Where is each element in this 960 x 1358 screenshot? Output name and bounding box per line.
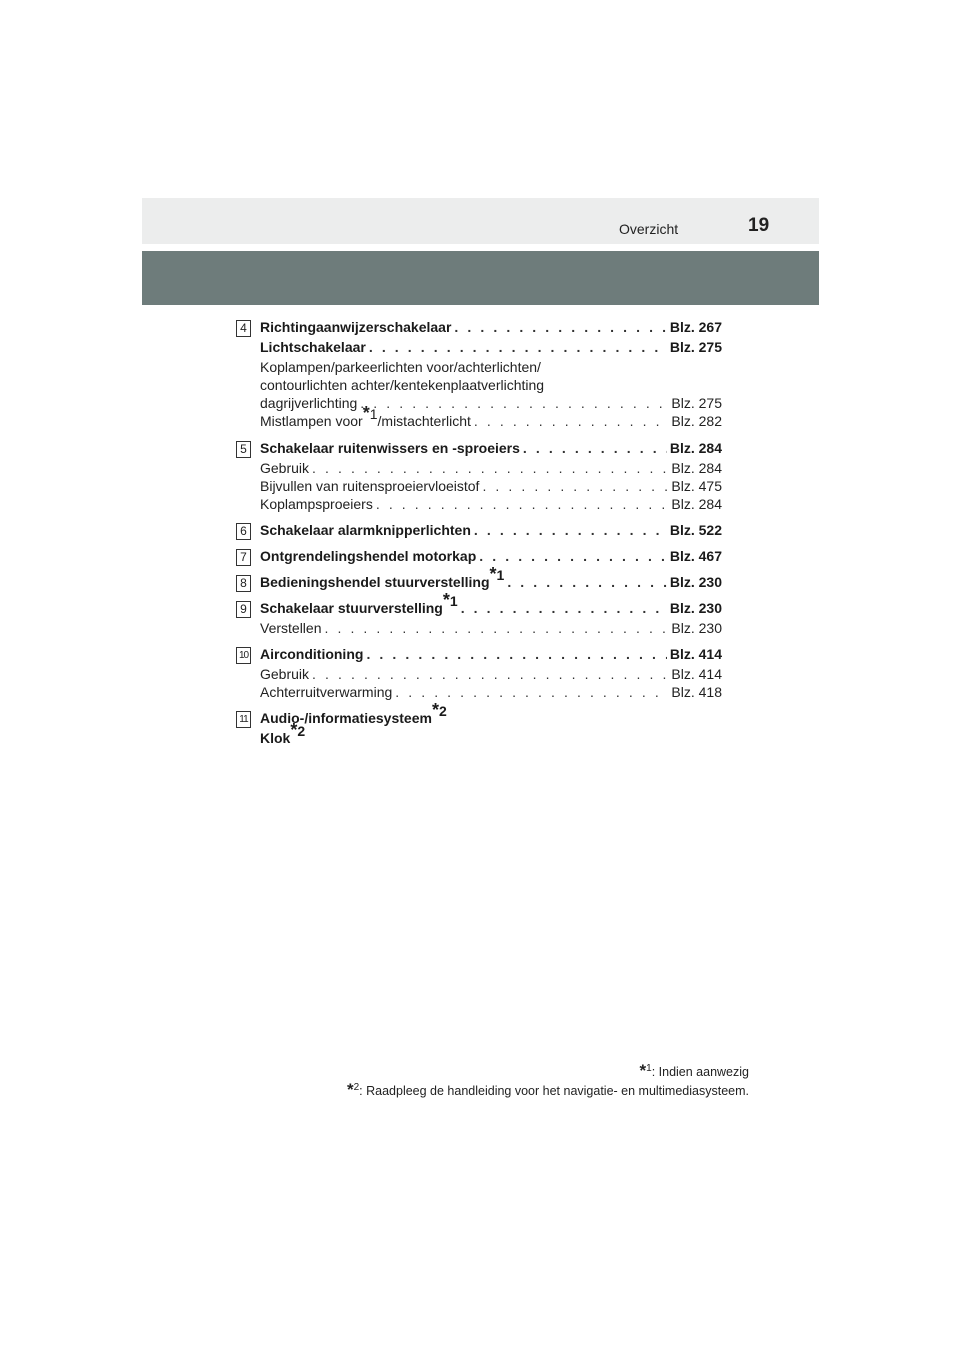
footnote-number: 2 — [438, 703, 447, 720]
page-reference[interactable]: Blz. 467 — [669, 548, 722, 564]
dot-leader — [366, 645, 666, 663]
table-of-contents — [236, 318, 722, 749]
dot-leader — [461, 599, 667, 617]
entry-title-continued: /mistachterlicht — [377, 413, 471, 429]
entry-title: Bijvullen van ruitensproeiervloeistof — [260, 478, 480, 494]
footnote — [347, 1062, 749, 1081]
dot-leader — [369, 338, 667, 356]
toc-entry[interactable] — [260, 619, 722, 637]
dot-leader — [507, 573, 667, 591]
dot-leader — [523, 439, 667, 457]
footnote-number: 2 — [353, 1081, 360, 1093]
item-number-badge: 4 — [236, 320, 251, 337]
toc-text — [260, 376, 722, 394]
dot-leader — [474, 412, 669, 430]
toc-entry[interactable] — [260, 459, 722, 477]
item-number-badge: 8 — [236, 575, 251, 592]
entry-label — [260, 318, 451, 336]
entry-title: Schakelaar alarmknipperlichten — [260, 522, 471, 538]
footnote-text: : Indien aanwezig — [651, 1065, 749, 1079]
toc-entry[interactable] — [260, 547, 722, 565]
page-reference[interactable]: Blz. 475 — [671, 478, 722, 494]
footnote-number: 1 — [369, 406, 378, 423]
page-reference[interactable]: Blz. 230 — [671, 620, 722, 636]
toc-entry[interactable] — [260, 665, 722, 683]
dot-leader — [360, 394, 668, 412]
page-reference[interactable]: Blz. 284 — [671, 460, 722, 476]
asterisk: * — [442, 590, 450, 611]
toc-entry[interactable] — [260, 645, 722, 663]
page-reference[interactable]: Blz. 414 — [671, 666, 722, 682]
footnote-asterisk: * — [346, 1080, 354, 1099]
entry-label — [260, 683, 392, 701]
entry-title: Ontgrendelingshendel motorkap — [260, 548, 477, 564]
footnote-ref — [431, 700, 447, 721]
toc-text — [260, 700, 722, 727]
footnote-ref — [362, 403, 378, 424]
entry-title: Klok — [260, 730, 291, 746]
toc-entry[interactable] — [260, 318, 722, 336]
page-reference[interactable]: Blz. 282 — [671, 413, 722, 429]
toc-section — [236, 521, 722, 539]
toc-entry[interactable] — [260, 564, 722, 591]
footnote-number: 1 — [496, 567, 505, 584]
item-number-badge: 5 — [236, 441, 251, 458]
entry-title: Airconditioning — [260, 646, 364, 662]
toc-entry[interactable] — [260, 338, 722, 356]
entry-title: dagrijverlichting — [260, 395, 358, 411]
asterisk: * — [431, 700, 439, 721]
toc-section — [236, 318, 722, 430]
entry-label — [260, 547, 476, 565]
item-number-badge: 11 — [236, 711, 251, 728]
page-reference[interactable]: Blz. 267 — [669, 319, 722, 335]
footnote-number: 1 — [449, 593, 458, 610]
section-band — [142, 251, 819, 305]
toc-section — [236, 590, 722, 637]
dot-leader — [376, 495, 669, 513]
entry-title: contourlichten achter/kentekenplaatverlichting — [260, 377, 545, 393]
page-reference[interactable]: Blz. 284 — [669, 440, 722, 456]
entry-title: Gebruik — [260, 666, 310, 682]
entry-title: Koplampsproeiers — [260, 496, 373, 512]
footnote-number: 1 — [646, 1062, 652, 1074]
dot-leader — [324, 619, 668, 637]
toc-text — [260, 720, 722, 747]
asterisk: * — [489, 564, 497, 585]
page-reference[interactable]: Blz. 418 — [671, 684, 722, 700]
dot-leader — [395, 683, 668, 701]
asterisk: * — [290, 720, 298, 741]
dot-leader — [479, 547, 667, 565]
entry-title: Schakelaar ruitenwissers en -sproeiers — [260, 440, 520, 456]
page-title: Overzicht — [619, 221, 679, 237]
asterisk: * — [362, 403, 370, 424]
dot-leader — [474, 521, 667, 539]
toc-section — [236, 439, 722, 513]
entry-title: Verstellen — [260, 620, 322, 636]
toc-entry[interactable] — [260, 683, 722, 701]
entry-title: Bedieningshendel stuurverstelling — [260, 574, 490, 590]
toc-entry[interactable] — [260, 521, 722, 539]
entry-label — [260, 394, 357, 412]
entry-label — [260, 459, 309, 477]
toc-entry[interactable] — [260, 394, 722, 412]
entry-label — [260, 495, 373, 513]
dot-leader — [312, 459, 668, 477]
entry-title: Richtingaanwijzerschakelaar — [260, 319, 452, 335]
item-number-badge: 10 — [236, 647, 251, 664]
toc-text — [260, 358, 722, 376]
toc-section — [236, 700, 722, 747]
footnote-ref — [290, 720, 306, 741]
toc-entry[interactable] — [260, 590, 722, 617]
entry-label — [260, 521, 471, 539]
toc-section — [236, 547, 722, 565]
entry-title: Koplampen/parkeerlichten voor/achterlichten/ — [260, 359, 541, 375]
item-number-badge: 7 — [236, 549, 251, 566]
dot-leader — [482, 477, 668, 495]
entry-title: Gebruik — [260, 460, 310, 476]
page-reference[interactable]: Blz. 230 — [669, 574, 722, 590]
page-reference[interactable]: Blz. 284 — [671, 496, 722, 512]
dot-leader — [312, 665, 668, 683]
entry-title: Lichtschakelaar — [260, 339, 366, 355]
toc-entry[interactable] — [260, 495, 722, 513]
entry-title: Schakelaar stuurverstelling — [260, 600, 443, 616]
entry-label — [260, 619, 321, 637]
dot-leader — [454, 318, 666, 336]
entry-label — [260, 645, 363, 663]
toc-section — [236, 645, 722, 701]
footnote-ref — [489, 564, 505, 585]
page-number: 19 — [748, 215, 770, 236]
entry-label — [260, 338, 366, 356]
footnote-ref — [442, 590, 458, 611]
footnotes — [347, 1062, 749, 1100]
footnote-text: : Raadpleeg de handleiding voor het navigatie- en multimediasysteem. — [359, 1084, 749, 1098]
page-reference[interactable]: Blz. 414 — [669, 646, 722, 662]
page-reference[interactable]: Blz. 522 — [669, 522, 722, 538]
toc-entry[interactable] — [260, 439, 722, 457]
footnote-asterisk: * — [639, 1061, 647, 1080]
footnote — [347, 1081, 749, 1100]
entry-title: Achterruitverwarming — [260, 684, 393, 700]
entry-title: Audio-/informatiesysteem — [260, 710, 432, 726]
footnote-number: 2 — [297, 723, 306, 740]
entry-label — [260, 477, 479, 495]
entry-title: Mistlampen voor — [260, 413, 363, 429]
toc-entry[interactable] — [260, 477, 722, 495]
page-reference[interactable]: Blz. 275 — [669, 339, 722, 355]
header-bar — [142, 198, 819, 244]
page-reference[interactable]: Blz. 230 — [669, 600, 722, 616]
entry-label — [260, 590, 458, 617]
entry-label — [260, 665, 309, 683]
entry-label — [260, 439, 520, 457]
toc-section — [236, 564, 722, 591]
item-number-badge: 6 — [236, 523, 251, 540]
entry-label — [260, 564, 505, 591]
item-number-badge: 9 — [236, 601, 251, 618]
page-reference[interactable]: Blz. 275 — [671, 395, 722, 411]
